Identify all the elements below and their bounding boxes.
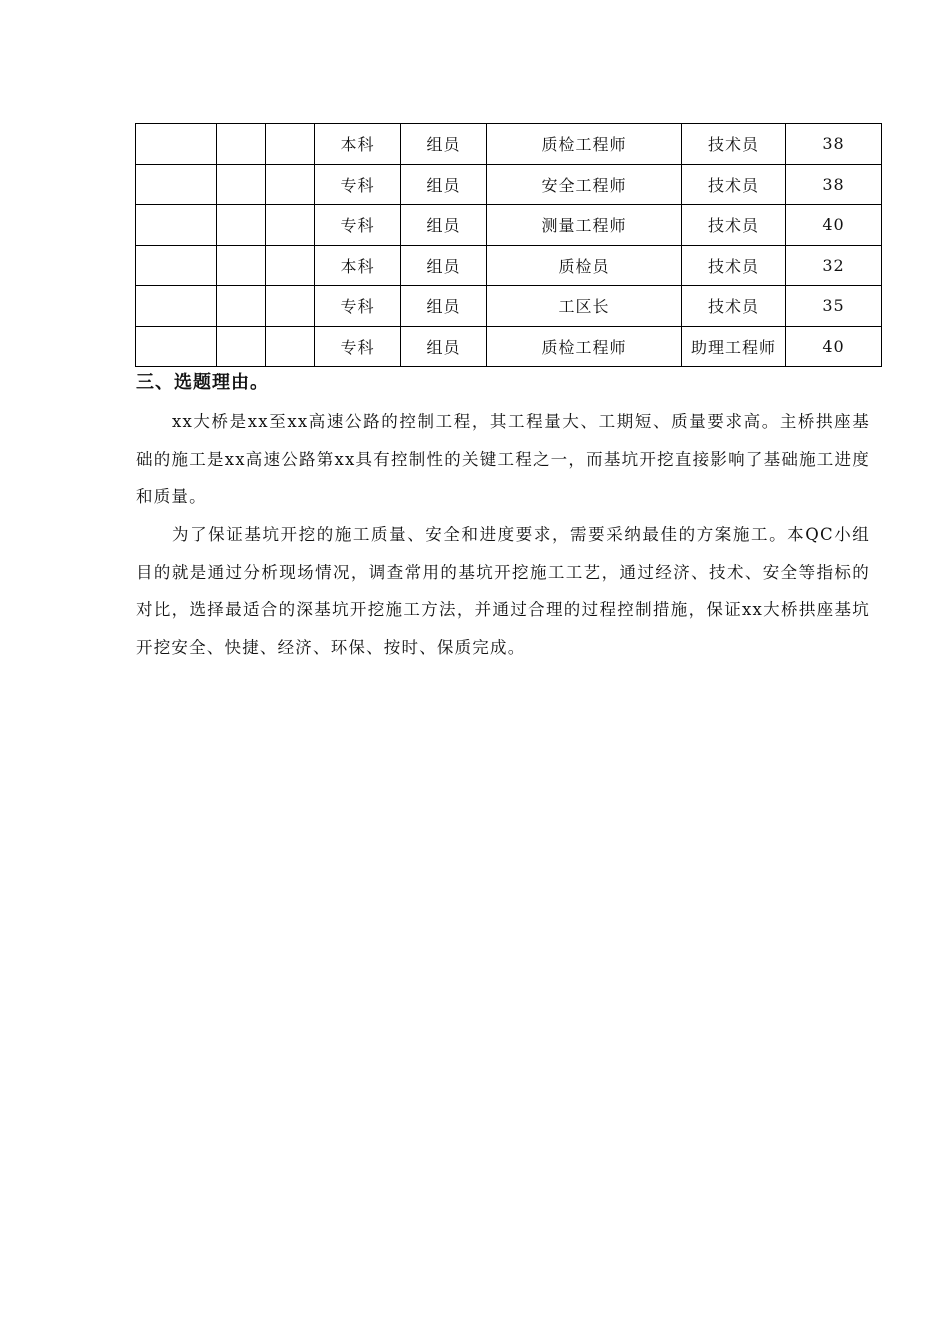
blank-cell xyxy=(136,286,217,327)
education-cell: 专科 xyxy=(315,326,401,367)
title-cell: 助理工程师 xyxy=(682,326,786,367)
members-table-body xyxy=(136,124,882,367)
blank-cell xyxy=(266,245,315,286)
education-cell: 本科 xyxy=(315,124,401,165)
table-row xyxy=(136,326,882,367)
blank-cell xyxy=(266,205,315,246)
blank-cell xyxy=(217,164,266,205)
paragraph-rationale-1: xx大桥是xx至xx高速公路的控制工程，其工程量大、工期短、质量要求高。主桥拱座基础的施工是xx高速公路第xx具有控制性的关键工程之一，而基坑开挖直接影响了基础施工进度和质量。 xyxy=(136,412,870,506)
role-cell: 组员 xyxy=(401,205,487,246)
blank-cell xyxy=(217,124,266,165)
blank-cell xyxy=(217,205,266,246)
position-cell: 质检员 xyxy=(487,245,682,286)
role-cell: 组员 xyxy=(401,245,487,286)
blank-cell xyxy=(136,245,217,286)
table-row xyxy=(136,245,882,286)
position-cell: 安全工程师 xyxy=(487,164,682,205)
blank-cell xyxy=(266,124,315,165)
role-cell: 组员 xyxy=(401,326,487,367)
position-cell: 测量工程师 xyxy=(487,205,682,246)
title-cell: 技术员 xyxy=(682,245,786,286)
blank-cell xyxy=(136,164,217,205)
table-row xyxy=(136,205,882,246)
blank-cell xyxy=(217,286,266,327)
age-cell: 40 xyxy=(786,205,882,246)
table-row xyxy=(136,124,882,165)
education-cell: 本科 xyxy=(315,245,401,286)
table-row xyxy=(136,164,882,205)
title-cell: 技术员 xyxy=(682,124,786,165)
title-cell: 技术员 xyxy=(682,164,786,205)
age-cell: 40 xyxy=(786,326,882,367)
age-cell: 38 xyxy=(786,124,882,165)
blank-cell xyxy=(266,286,315,327)
blank-cell xyxy=(217,245,266,286)
role-cell: 组员 xyxy=(401,286,487,327)
blank-cell xyxy=(266,326,315,367)
blank-cell xyxy=(136,205,217,246)
age-cell: 35 xyxy=(786,286,882,327)
age-cell: 32 xyxy=(786,245,882,286)
education-cell: 专科 xyxy=(315,164,401,205)
position-cell: 质检工程师 xyxy=(487,124,682,165)
role-cell: 组员 xyxy=(401,124,487,165)
education-cell: 专科 xyxy=(315,205,401,246)
blank-cell xyxy=(266,164,315,205)
position-cell: 工区长 xyxy=(487,286,682,327)
position-cell: 质检工程师 xyxy=(487,326,682,367)
age-cell: 38 xyxy=(786,164,882,205)
title-cell: 技术员 xyxy=(682,205,786,246)
education-cell: 专科 xyxy=(315,286,401,327)
blank-cell xyxy=(217,326,266,367)
blank-cell xyxy=(136,124,217,165)
role-cell: 组员 xyxy=(401,164,487,205)
blank-cell xyxy=(136,326,217,367)
title-cell: 技术员 xyxy=(682,286,786,327)
table-row xyxy=(136,286,882,327)
paragraph-rationale-2: 为了保证基坑开挖的施工质量、安全和进度要求，需要采纳最佳的方案施工。本QC小组目的就是通过分析现场情况，调查常用的基坑开挖施工工艺，通过经济、技术、安全等指标的对比，选择最适合的深基坑开挖施工方法，并通过合理的过程控制措施，保证xx大桥拱座基坑开挖安全、快捷、经济、环保、按时、保质完成。 xyxy=(136,525,870,657)
members-table xyxy=(135,123,882,367)
section-heading: 三、选题理由。 xyxy=(136,372,269,393)
